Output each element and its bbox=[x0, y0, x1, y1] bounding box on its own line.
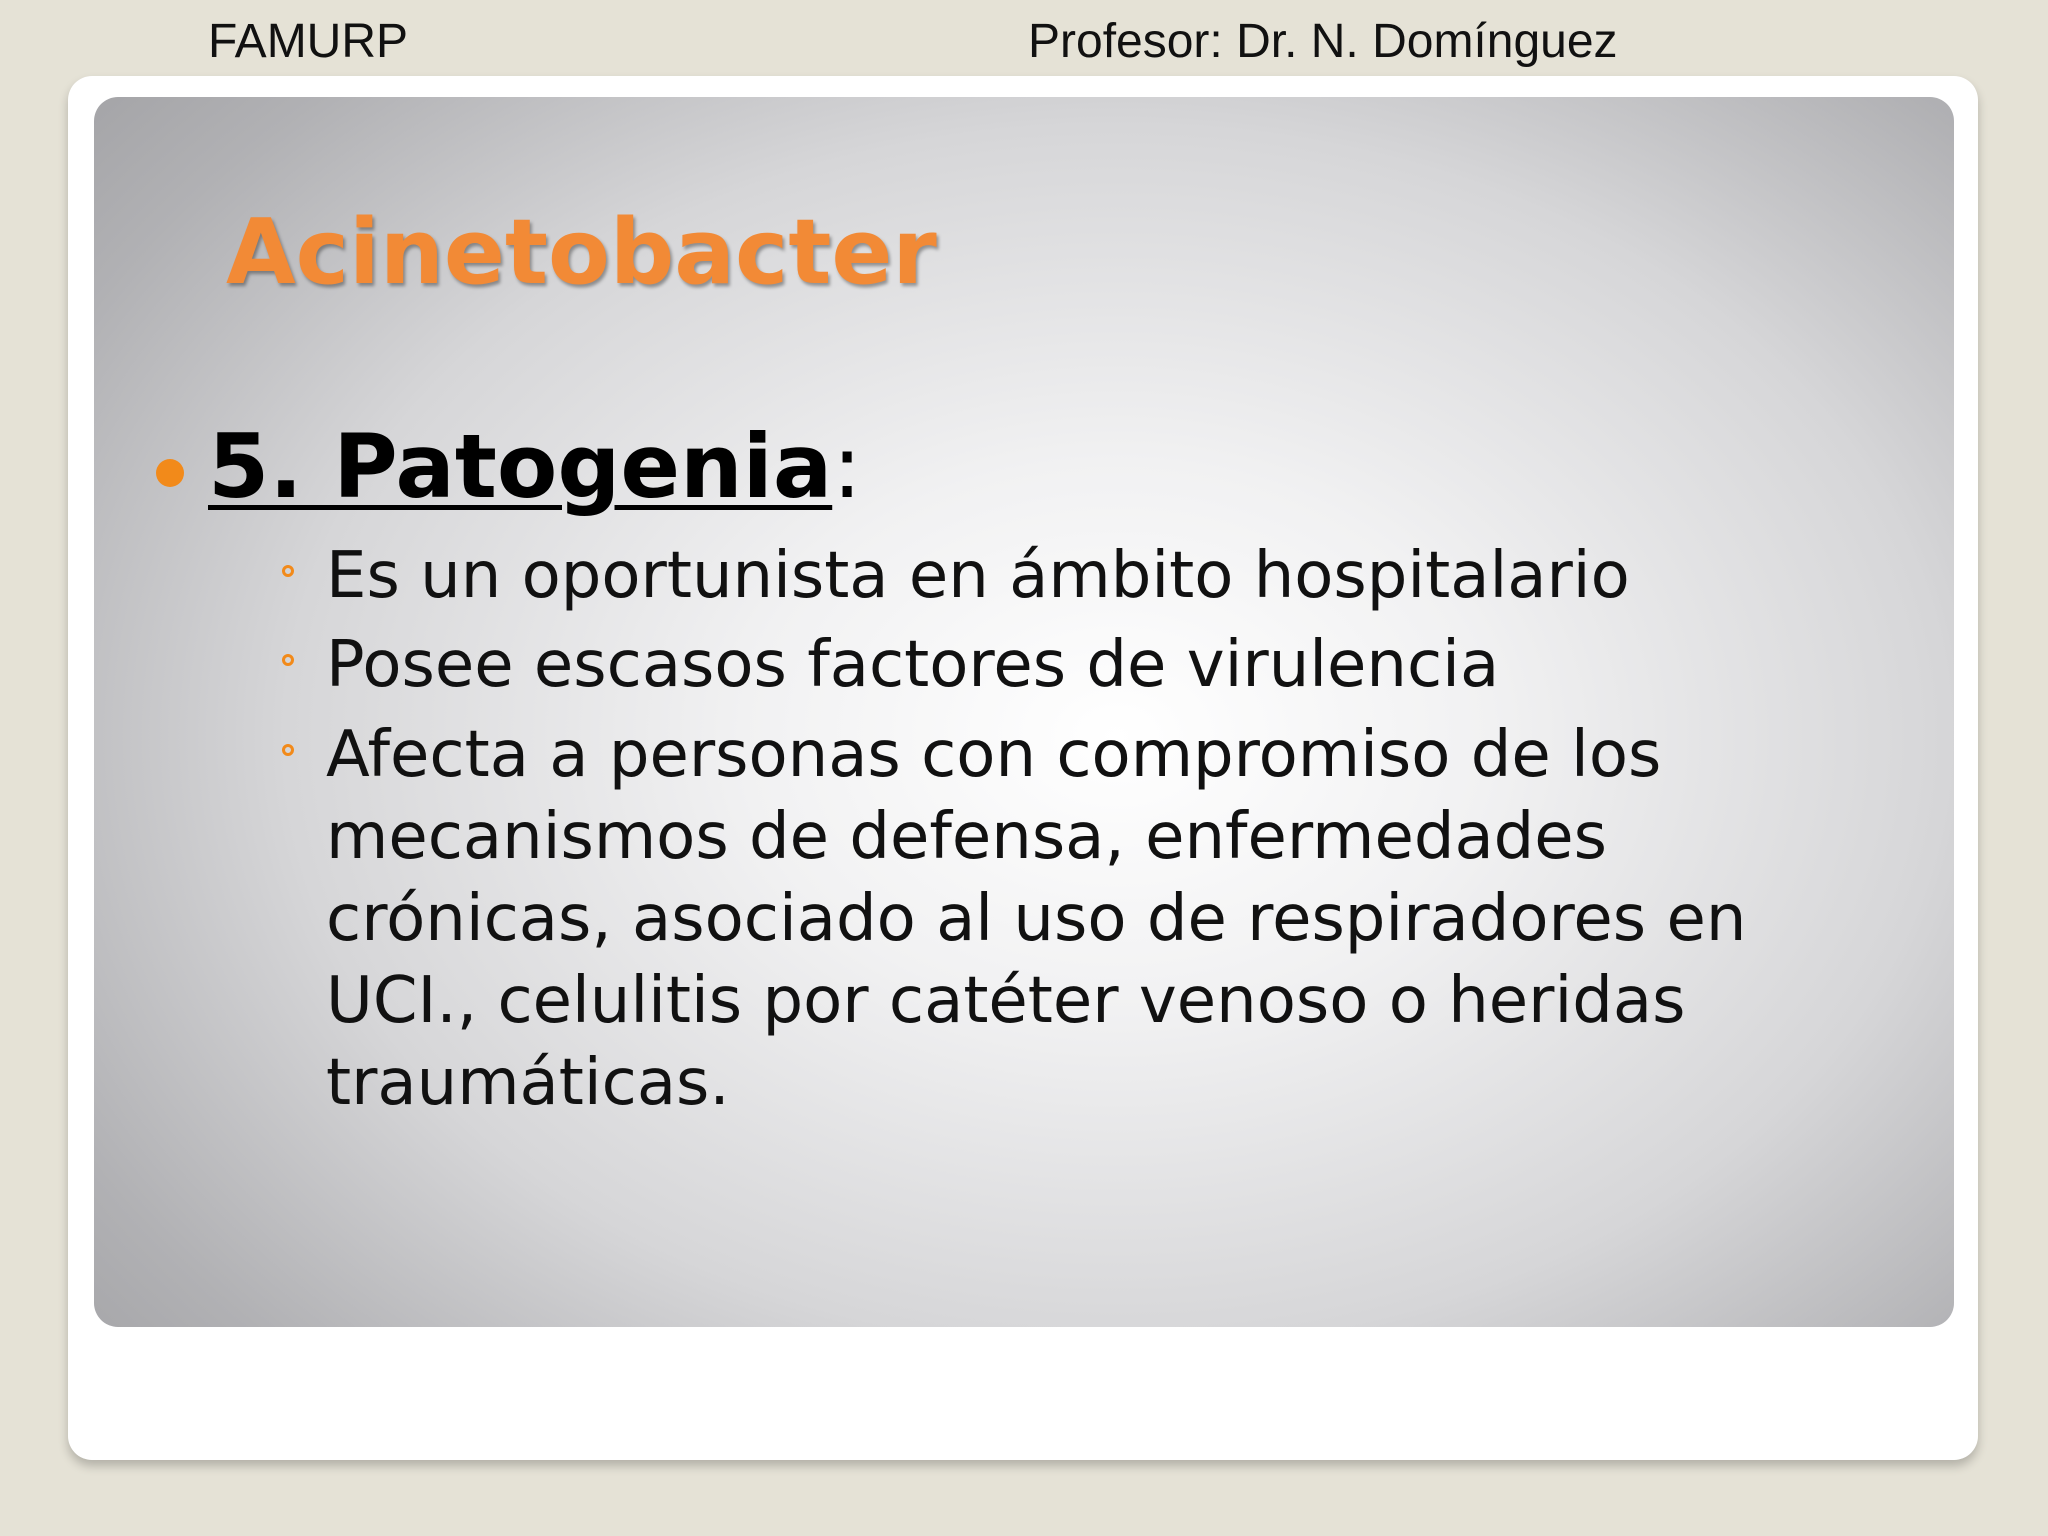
list-item-text: Es un oportunista en ámbito hospitalario bbox=[326, 539, 1630, 613]
list-item bbox=[326, 535, 1886, 617]
list-item-text: Posee escasos factores de virulencia bbox=[326, 628, 1500, 702]
section-heading bbox=[208, 417, 862, 517]
list-item-text: Afecta a personas con compromiso de los mecanismos de defensa, enfermedades crónicas, asociado al uso de respiradores en UCI., celulitis por catéter venoso o heridas traumáticas. bbox=[326, 718, 1747, 1120]
slide-content-area bbox=[94, 97, 1954, 1327]
header-professor: Profesor: Dr. N. Domínguez bbox=[1028, 15, 1618, 68]
sub-bullet-ring-icon bbox=[282, 654, 294, 666]
sub-bullet-ring-icon bbox=[282, 744, 294, 756]
section-heading-colon: : bbox=[832, 415, 862, 518]
section-heading-label: 5. Patogenia bbox=[208, 415, 833, 518]
list-item bbox=[326, 624, 1886, 706]
bullet-dot-icon bbox=[156, 459, 184, 487]
header-institution: FAMURP bbox=[208, 15, 409, 68]
slide-title: Acinetobacter bbox=[226, 200, 937, 305]
sub-bullet-ring-icon bbox=[282, 565, 294, 577]
list-item bbox=[326, 714, 1886, 1124]
